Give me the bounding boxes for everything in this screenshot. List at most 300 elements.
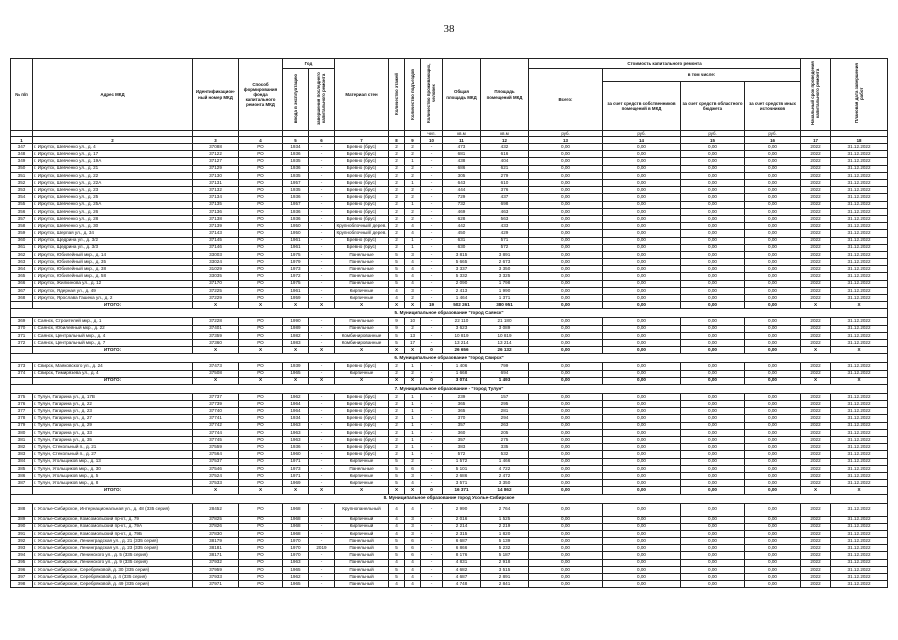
table-cell: 450 [443, 230, 481, 237]
table-cell: 33003 [193, 251, 239, 258]
table-cell: - [421, 332, 443, 339]
table-cell: 0,00 [745, 422, 801, 429]
table-cell: - [421, 538, 443, 545]
table-row [11, 295, 888, 302]
table-cell: 0,00 [681, 223, 745, 230]
table-cell: 37546 [193, 465, 239, 472]
table-cell: - [309, 187, 335, 194]
header-cost-group: Стоимость капитального ремонта [529, 59, 801, 69]
table-cell: 1935 [283, 158, 309, 165]
table-cell: 5 [389, 251, 405, 258]
address-cell: г. Иркутск, Шерпая ул., д. 34 [33, 230, 193, 237]
table-cell: 2 [405, 370, 421, 377]
table-cell: 0,00 [681, 566, 745, 573]
table-cell: - [421, 415, 443, 422]
table-cell: 1965 [283, 581, 309, 588]
table-cell: - [421, 230, 443, 237]
table-cell: 6 [405, 538, 421, 545]
table-cell: 2 [389, 370, 405, 377]
table-cell: - [309, 295, 335, 302]
table-cell: Панельный [335, 559, 389, 566]
address-cell: г. Иркутск, Шевченко ул., д. 25 [33, 194, 193, 201]
table-cell: 0,00 [681, 280, 745, 287]
table-cell [11, 347, 33, 354]
table-cell: - [309, 230, 335, 237]
table-cell: РО [239, 458, 283, 465]
table-cell: 2022 [801, 244, 831, 251]
table-cell: 0,00 [603, 487, 681, 494]
table-cell: 2022 [801, 545, 831, 552]
table-cell: 438 [443, 158, 481, 165]
table-cell: 0,00 [529, 363, 603, 370]
table-cell: 0,00 [529, 472, 603, 479]
table-cell: 31.12.2022 [831, 144, 888, 151]
table-cell: 2 673 [481, 259, 529, 266]
table-cell: 0,00 [603, 480, 681, 487]
table-cell: 369 [11, 318, 33, 325]
table-cell: 4 [405, 223, 421, 230]
table-cell: Бревно (брус) [335, 158, 389, 165]
table-cell: 360 [443, 429, 481, 436]
table-cell: 5 [389, 273, 405, 280]
table-row [11, 458, 888, 465]
table-cell: 2 [389, 201, 405, 208]
table-row [11, 151, 888, 158]
table-cell: 4 748 [443, 581, 481, 588]
table-cell: - [309, 332, 335, 339]
table-cell: 2022 [801, 339, 831, 346]
table-cell: 2022 [801, 530, 831, 537]
table-cell: - [309, 480, 335, 487]
table-cell: 37088 [193, 144, 239, 151]
table-cell: 0,00 [681, 408, 745, 415]
table-cell: 31.12.2022 [831, 332, 888, 339]
table-cell: 37959 [193, 566, 239, 573]
table-cell: РО [239, 280, 283, 287]
table-cell: 1968 [283, 516, 309, 523]
table-cell: 0,00 [603, 273, 681, 280]
table-cell: 1972 [283, 273, 309, 280]
table-cell: X [335, 347, 389, 354]
table-cell: 361 [11, 244, 33, 251]
section-title: 6. Муниципальное образование "город Свирск" [11, 354, 888, 363]
table-cell: - [421, 444, 443, 451]
table-cell: 1957 [283, 201, 309, 208]
table-cell: 686 [443, 165, 481, 172]
address-cell: г. Саянск, Юбилейный мкр., д. 22 [33, 325, 193, 332]
table-cell: 1 572 [443, 458, 481, 465]
table-cell: Панельные [335, 266, 389, 273]
table-cell: 0,00 [745, 370, 801, 377]
table-cell: 732 [443, 201, 481, 208]
table-cell: 31.12.2022 [831, 545, 888, 552]
table-cell: РО [239, 244, 283, 251]
table-cell: 5 [389, 552, 405, 559]
table-cell: 2 [389, 158, 405, 165]
table-cell: РО [239, 251, 283, 258]
table-cell: 2022 [801, 566, 831, 573]
table-cell: 0,00 [681, 251, 745, 258]
table-cell: 0,00 [529, 458, 603, 465]
table-cell: - [309, 237, 335, 244]
table-cell: Бревно (брус) [335, 429, 389, 436]
table-cell: 2 [405, 458, 421, 465]
table-cell: 0,00 [681, 325, 745, 332]
table-cell: 2 [389, 429, 405, 436]
table-cell: Бревно (брус) [335, 237, 389, 244]
address-cell: г. Саянск, Центральный мкр., д. 4 [33, 332, 193, 339]
table-cell: 442 [443, 223, 481, 230]
table-cell: 351 [11, 172, 33, 179]
table-cell: 1963 [283, 422, 309, 429]
table-cell: - [421, 480, 443, 487]
table-cell: - [421, 393, 443, 400]
table-cell: 393 [11, 545, 33, 552]
table-cell: 1936 [283, 208, 309, 215]
table-cell: 13 214 [443, 339, 481, 346]
table-cell [11, 302, 33, 309]
unit-rub: руб. [603, 131, 681, 137]
table-cell: 0,00 [529, 574, 603, 581]
table-cell: 0,00 [529, 144, 603, 151]
table-cell: - [421, 208, 443, 215]
table-cell: 3 325 [481, 273, 529, 280]
table-cell: 0,00 [745, 538, 801, 545]
table-cell: - [309, 363, 335, 370]
table-cell: 0,00 [681, 574, 745, 581]
table-cell: 0,00 [529, 287, 603, 294]
table-cell: 0,00 [745, 172, 801, 179]
table-cell: 1 [405, 363, 421, 370]
table-cell: 0,00 [603, 408, 681, 415]
table-cell: 31.12.2022 [831, 408, 888, 415]
table-cell: - [309, 208, 335, 215]
table-cell: 374 [11, 370, 33, 377]
table-cell: РО [239, 370, 283, 377]
table-cell: 354 [11, 194, 33, 201]
table-row [11, 415, 888, 422]
table-cell: 0,00 [529, 237, 603, 244]
table-cell: - [421, 237, 443, 244]
address-cell: г. Тулун, Гагарина ул., д. 29 [33, 422, 193, 429]
table-cell: 429 [481, 230, 529, 237]
table-cell: 0,00 [745, 230, 801, 237]
table-cell: X [335, 377, 389, 384]
table-cell: 31.12.2022 [831, 472, 888, 479]
address-cell: г. Иркутск, Ярослава Гашека ул., д. 2 [33, 295, 193, 302]
table-cell: РО [239, 530, 283, 537]
table-cell: - [309, 325, 335, 332]
table-cell: 0 [421, 487, 443, 494]
table-cell: 0,00 [603, 151, 681, 158]
table-row [11, 516, 888, 523]
table-cell: Бревно (брус) [335, 215, 389, 222]
table-cell: 0,00 [745, 444, 801, 451]
table-cell: РО [239, 273, 283, 280]
table-cell: 26 656 [443, 347, 481, 354]
table-cell: - [309, 451, 335, 458]
table-cell: 4 831 [443, 559, 481, 566]
table-cell: 2022 [801, 393, 831, 400]
table-cell: 2 413 [443, 287, 481, 294]
table-row [11, 444, 888, 451]
table-cell: 0,00 [603, 437, 681, 444]
table-cell: Бревно (брус) [335, 244, 389, 251]
table-cell: 0,00 [745, 574, 801, 581]
table-cell: 0,00 [529, 422, 603, 429]
table-cell: 2022 [801, 538, 831, 545]
table-cell: 0,00 [681, 201, 745, 208]
table-cell: 0,00 [745, 201, 801, 208]
table-cell: 6 [405, 465, 421, 472]
table-cell: 3 515 [481, 566, 529, 573]
table-cell: 9 [389, 325, 405, 332]
table-row [11, 574, 888, 581]
table-cell: Бревно (брус) [335, 363, 389, 370]
table-row [11, 266, 888, 273]
address-cell: г. Усолье-Сибирское, Комсомольский пр-кт., д. 79 [33, 516, 193, 523]
table-cell: 2022 [801, 201, 831, 208]
table-cell: 1936 [283, 444, 309, 451]
column-number: 9 [405, 137, 421, 144]
table-cell: 368 [11, 295, 33, 302]
table-cell: 357 [443, 422, 481, 429]
table-cell: 0,00 [745, 280, 801, 287]
table-cell: - [421, 244, 443, 251]
table-cell: 16 371 [443, 487, 481, 494]
table-cell: 0,00 [745, 144, 801, 151]
table-cell: - [421, 408, 443, 415]
table-cell: 1 820 [481, 530, 529, 537]
table-cell: 0,00 [681, 302, 745, 309]
table-cell: Бревно (брус) [335, 201, 389, 208]
table-cell: - [309, 251, 335, 258]
table-cell: 0,00 [529, 273, 603, 280]
table-cell: 0 [421, 347, 443, 354]
table-cell: 37360 [193, 339, 239, 346]
table-cell: 5 332 [443, 273, 481, 280]
header-year-group: Год [283, 59, 335, 69]
table-cell: 365 [443, 401, 481, 408]
table-cell: - [421, 295, 443, 302]
table-cell: 2 [389, 237, 405, 244]
table-cell: 698 [481, 201, 529, 208]
table-cell: Кирпичный [335, 516, 389, 523]
table-cell: 2 [389, 151, 405, 158]
table-cell: 6 [405, 545, 421, 552]
column-number: 8 [389, 137, 405, 144]
table-cell: - [309, 194, 335, 201]
table-cell: 0,00 [603, 251, 681, 258]
table-cell: - [421, 158, 443, 165]
table-row [11, 208, 888, 215]
table-cell: X [239, 347, 283, 354]
table-cell: X [239, 377, 283, 384]
table-row [11, 251, 888, 258]
table-cell: 1965 [283, 566, 309, 573]
table-cell: 0,00 [681, 363, 745, 370]
total-row [11, 487, 888, 494]
table-cell: 2022 [801, 523, 831, 530]
table-cell: 37122 [193, 151, 239, 158]
table-cell: 473 [443, 144, 481, 151]
table-cell: РО [239, 545, 283, 552]
table-cell: 0,00 [681, 332, 745, 339]
header-address: Адрес МКД [33, 59, 193, 131]
address-cell: г. Тулун, Гагарина ул., д. 22 [33, 401, 193, 408]
table-header [11, 59, 888, 144]
table-cell: 0,00 [745, 559, 801, 566]
table-cell: РО [239, 401, 283, 408]
table-row [11, 437, 888, 444]
table-cell: РО [239, 208, 283, 215]
table-cell: 305 [443, 172, 481, 179]
table-cell: 2 [389, 444, 405, 451]
table-cell: Кирпичные [335, 472, 389, 479]
table-row [11, 158, 888, 165]
table-cell: X [239, 487, 283, 494]
address-cell: г. Иркутск, Шевченко ул., д. 22 [33, 172, 193, 179]
table-row [11, 165, 888, 172]
table-cell: 3 571 [443, 480, 481, 487]
table-cell: 4 722 [481, 465, 529, 472]
table-cell: 6 866 [443, 545, 481, 552]
table-cell: 2 891 [481, 574, 529, 581]
table-cell: 1961 [283, 237, 309, 244]
address-cell: г. Иркутск, Шевченко ул., д. 26 [33, 208, 193, 215]
table-cell: 31.12.2022 [831, 363, 888, 370]
table-cell: 31.12.2022 [831, 201, 888, 208]
table-cell: 0,00 [681, 208, 745, 215]
table-cell: 1935 [283, 187, 309, 194]
table-row [11, 230, 888, 237]
table-cell: X [831, 377, 888, 384]
table-cell: - [421, 151, 443, 158]
table-cell: 0,00 [603, 429, 681, 436]
table-cell: 205 [481, 429, 529, 436]
table-cell: 37134 [193, 194, 239, 201]
table-cell: 2 315 [443, 530, 481, 537]
table-cell: 0,00 [745, 244, 801, 251]
table-cell: 0,00 [529, 201, 603, 208]
table-cell: 694 [481, 370, 529, 377]
table-cell: 0,00 [745, 325, 801, 332]
table-cell: Кирпичный [335, 523, 389, 530]
table-cell: 37826 [193, 523, 239, 530]
table-cell: 1963 [283, 559, 309, 566]
table-row [11, 401, 888, 408]
table-cell: Панельные [335, 280, 389, 287]
table-cell: 4 682 [443, 566, 481, 573]
table-cell: - [421, 545, 443, 552]
table-cell: 2022 [801, 318, 831, 325]
table-cell: 1971 [283, 472, 309, 479]
table-cell: 356 [11, 208, 33, 215]
table-cell: 31.12.2022 [831, 180, 888, 187]
address-cell: г. Усолье-Сибирское, Ленинградская ул., д. 23 (335 серия) [33, 545, 193, 552]
table-row [11, 144, 888, 151]
table-cell: 379 [11, 422, 33, 429]
table-cell: 14 862 [481, 487, 529, 494]
table-cell: 0,00 [603, 523, 681, 530]
table-cell: 0,00 [603, 259, 681, 266]
table-cell: 0,00 [681, 237, 745, 244]
table-cell: 1950 [283, 223, 309, 230]
table-cell: 0,00 [603, 194, 681, 201]
table-cell: 31.12.2022 [831, 465, 888, 472]
table-cell: 0,00 [603, 444, 681, 451]
address-cell: г. Свирск, Маяковского ул., д. 24 [33, 363, 193, 370]
table-cell: 616 [481, 151, 529, 158]
table-cell: 37146 [193, 244, 239, 251]
table-cell: 366 [11, 280, 33, 287]
header-entrances: Количество подъездов [405, 59, 421, 131]
table-cell: 1965 [283, 370, 309, 377]
table-cell: 0,00 [745, 429, 801, 436]
table-cell: 0,00 [603, 422, 681, 429]
table-cell: 5 [389, 545, 405, 552]
table-cell: 0,00 [681, 451, 745, 458]
table-cell: 31.12.2022 [831, 429, 888, 436]
table-cell: 2022 [801, 158, 831, 165]
table-cell: X [283, 487, 309, 494]
column-number: 12 [481, 137, 529, 144]
table-cell: 2022 [801, 194, 831, 201]
table-cell: 31.12.2022 [831, 266, 888, 273]
address-cell: г. Иркутск, Шевченко ул., д. 23 [33, 187, 193, 194]
table-cell: X [405, 302, 421, 309]
table-cell: 0,00 [603, 458, 681, 465]
table-cell: 37744 [193, 429, 239, 436]
table-cell: - [421, 280, 443, 287]
table-cell: 799 [481, 363, 529, 370]
table-cell: 37564 [193, 451, 239, 458]
table-cell: 37131 [193, 180, 239, 187]
table-cell: 2022 [801, 415, 831, 422]
table-cell: 10 [405, 318, 421, 325]
table-cell: РО [239, 158, 283, 165]
table-cell: 0,00 [529, 581, 603, 588]
table-cell: 0,00 [681, 266, 745, 273]
address-cell: г. Усолье-Сибирское, Ленинского ул., д. 5 (335 серия) [33, 552, 193, 559]
table-cell: X [801, 347, 831, 354]
table-cell: 0,00 [603, 332, 681, 339]
table-cell: 5 [389, 472, 405, 479]
table-cell: 0,00 [681, 230, 745, 237]
column-number: 10 [421, 137, 443, 144]
address-cell: г. Иркутск, Юбилейный мкр., д. 14 [33, 251, 193, 258]
table-cell: 3 [405, 516, 421, 523]
header-fund-method: Способ формирования фонда капитального ремонта МКД [239, 59, 283, 131]
table-cell: 281 [481, 408, 529, 415]
table-cell: 563 [481, 215, 529, 222]
table-cell: 370 [443, 415, 481, 422]
table-cell: - [421, 144, 443, 151]
table-cell: 0,00 [745, 223, 801, 230]
table-cell: - [421, 370, 443, 377]
table-cell: 380 [11, 429, 33, 436]
table-cell: 4 [405, 574, 421, 581]
table-cell: 31.12.2022 [831, 259, 888, 266]
table-cell: 0,00 [681, 429, 745, 436]
table-cell: X [389, 487, 405, 494]
table-cell: 4 [405, 503, 421, 516]
table-cell: 610 [481, 180, 529, 187]
table-cell: 0,00 [681, 516, 745, 523]
table-cell: 0,00 [745, 318, 801, 325]
table-cell: 0,00 [529, 187, 603, 194]
table-cell: 37138 [193, 215, 239, 222]
